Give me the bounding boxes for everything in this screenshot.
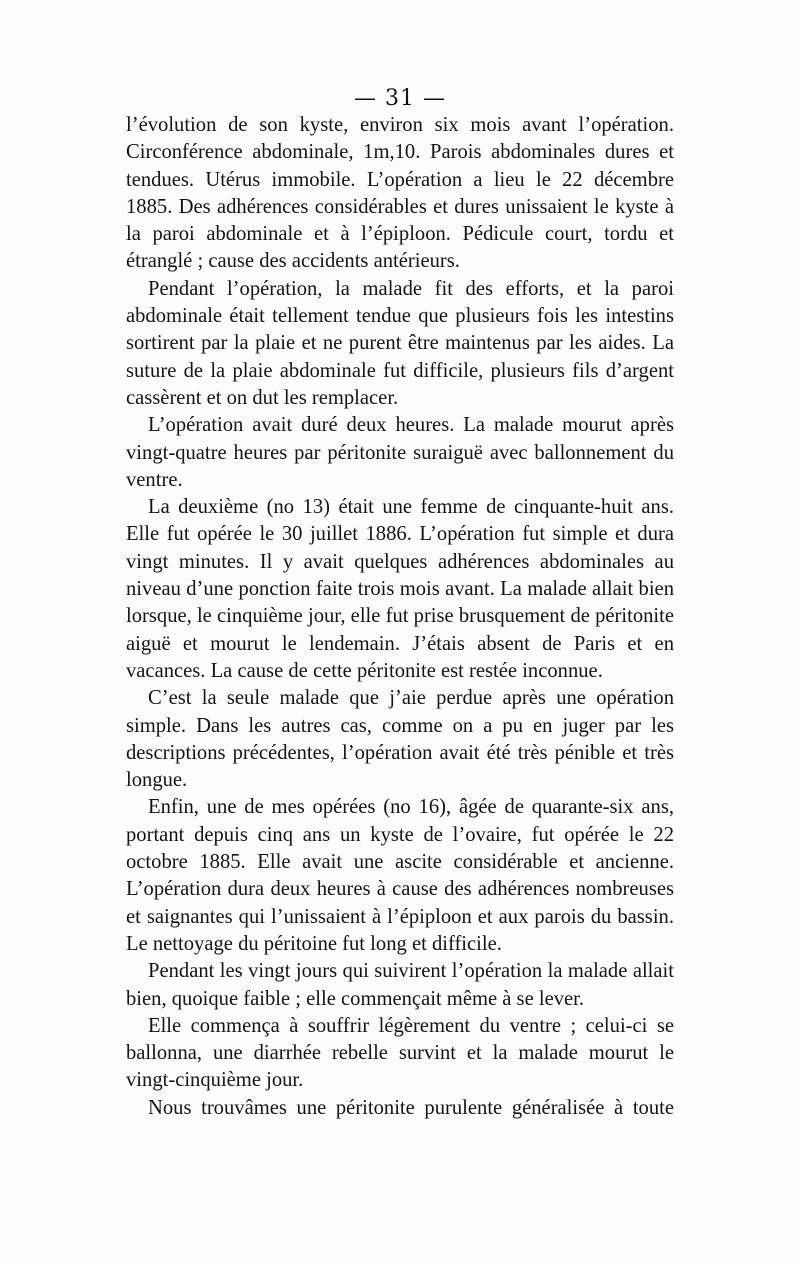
paragraph-3: L’opération avait duré deux heures. La malade mourut après vingt-quatre heures par péritonite suraiguë avec ballonnement du ventre.	[126, 414, 674, 491]
paragraph-4: La deuxième (no 13) était une femme de cinquante-huit ans. Elle fut opérée le 30 juillet 1886. L’opération fut simple et dura vingt minutes. Il y avait quelques adhérences abdominales au niveau d’une ponction faite trois mois avant. La malade allait bien lorsque, le cinquième jour, elle fut prise brusquement de péritonite aiguë et mourut le lendemain. J’étais absent de Paris et en vacances. La cause de cette péritonite est restée inconnue.	[126, 496, 674, 682]
paragraph-8: Elle commença à souffrir légèrement du ventre ; celui-ci se ballonna, une diarrhée rebelle survint et la malade mourut le vingt-cinquième jour.	[126, 1014, 674, 1092]
page-number: — 31 —	[354, 86, 446, 111]
paragraph-7: Pendant les vingt jours qui suivirent l’opération la malade allait bien, quoique faible ; elle commençait même à se lever.	[126, 960, 674, 1010]
body-text	[126, 112, 674, 1122]
paragraph-1: l’évolution de son kyste, environ six mois avant l’opération. Circonférence abdominale, 1m,10. Parois abdominales dures et tendues. Utérus immobile. L’opération a lieu le 22 décembre 1885. Des adhérences considérables et dures unissaient le kyste à la paroi abdominale et à l’épiploon. Pédicule court, tordu et étranglé ; cause des accidents antérieurs.	[126, 114, 674, 273]
paragraph-9: Nous trouvâmes une péritonite purulente généralisée à toute	[148, 1096, 674, 1119]
paragraph-6: Enfin, une de mes opérées (no 16), âgée de quarante-six ans, portant depuis cinq ans un kyste de l’ovaire, fut opérée le 22 octobre 1885. Elle avait une ascite considérable et ancienne. L’opération dura deux heures à cause des adhérences nombreuses et saignantes qui l’unissaient à l’épiploon et aux parois du bassin. Le nettoyage du péritoine fut long et difficile.	[126, 796, 674, 955]
paragraph-5: C’est la seule malade que j’aie perdue après une opération simple. Dans les autres cas, comme on a pu en juger par les descriptions précédentes, l’opération avait été très pénible et très longue.	[126, 687, 674, 792]
paragraph-2: Pendant l’opération, la malade fit des efforts, et la paroi abdominale était tellement tendue que plusieurs fois les intestins sortirent par la plaie et ne purent être maintenus par les aides. La suture de la plaie abdominale fut difficile, plusieurs fils d’argent cassèrent et on dut les remplacer.	[126, 277, 674, 409]
